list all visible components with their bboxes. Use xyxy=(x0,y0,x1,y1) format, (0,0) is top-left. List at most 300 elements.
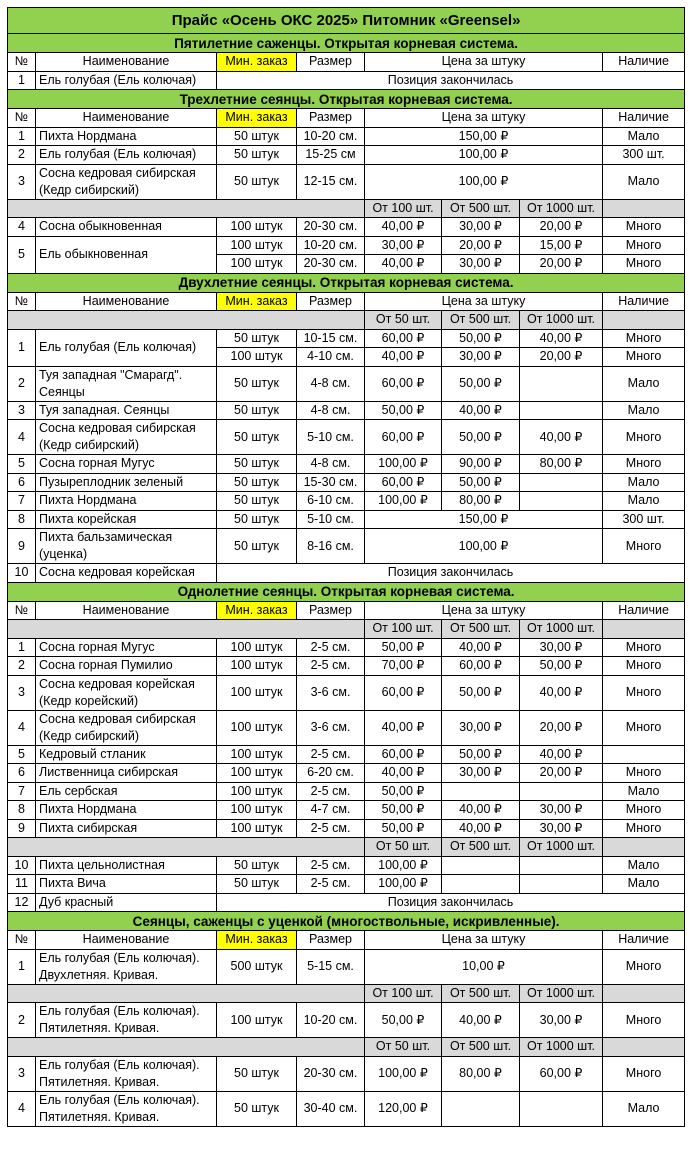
stock-status: Много xyxy=(603,1056,685,1091)
price: 30,00 ₽ xyxy=(520,1003,603,1038)
tier-label: От 100 шт. xyxy=(365,199,442,218)
col-header-stock: Наличие xyxy=(603,931,685,950)
price: 30,00 ₽ xyxy=(442,348,520,367)
section-title: Двухлетние сеянцы. Открытая корневая система. xyxy=(8,273,685,292)
product-name: Пузыреплодник зеленый xyxy=(36,473,217,492)
row-num: 4 xyxy=(8,1091,36,1126)
stock-status: Мало xyxy=(603,1091,685,1126)
table-row xyxy=(8,236,685,255)
section-header xyxy=(8,34,685,53)
price: 80,00 ₽ xyxy=(442,492,520,511)
price xyxy=(520,856,603,875)
price: 100,00 ₽ xyxy=(365,492,442,511)
price xyxy=(520,401,603,420)
price: 40,00 ₽ xyxy=(520,675,603,710)
column-headers xyxy=(8,53,685,72)
col-header-min-order: Мин. заказ xyxy=(217,109,297,128)
price: 40,00 ₽ xyxy=(520,329,603,348)
price xyxy=(520,473,603,492)
row-num: 2 xyxy=(8,657,36,676)
price xyxy=(442,875,520,894)
stock-status: Много xyxy=(603,819,685,838)
tier-label: От 1000 шт. xyxy=(520,620,603,639)
col-header-name: Наименование xyxy=(36,109,217,128)
table-row xyxy=(8,819,685,838)
product-name: Ель голубая (Ель колючая). Пятилетняя. Кривая. xyxy=(36,1003,217,1038)
size: 2-5 см. xyxy=(297,819,365,838)
min-order: 100 штук xyxy=(217,657,297,676)
price: 150,00 ₽ xyxy=(365,510,603,529)
min-order: 50 штук xyxy=(217,164,297,199)
price: 40,00 ₽ xyxy=(442,819,520,838)
tier-label: От 500 шт. xyxy=(442,838,520,857)
product-name: Ель голубая (Ель колючая). Пятилетняя. Кривая. xyxy=(36,1056,217,1091)
product-name: Сосна горная Мугус xyxy=(36,638,217,657)
stock-status: 300 шт. xyxy=(603,146,685,165)
price: 50,00 ₽ xyxy=(442,420,520,455)
size: 5-10 см. xyxy=(297,510,365,529)
price: 60,00 ₽ xyxy=(442,657,520,676)
stock-status: Много xyxy=(603,710,685,745)
col-header-stock: Наличие xyxy=(603,109,685,128)
price: 50,00 ₽ xyxy=(520,657,603,676)
table-row xyxy=(8,801,685,820)
price: 100,00 ₽ xyxy=(365,1056,442,1091)
price: 30,00 ₽ xyxy=(520,638,603,657)
price: 50,00 ₽ xyxy=(365,782,442,801)
tier-label: От 100 шт. xyxy=(365,984,442,1003)
product-name: Ель голубая (Ель колючая) xyxy=(36,329,217,366)
stock-status: Мало xyxy=(603,856,685,875)
blank-cell xyxy=(8,838,365,857)
section-header xyxy=(8,582,685,601)
col-header-num: № xyxy=(8,109,36,128)
tier-label: От 100 шт. xyxy=(365,620,442,639)
blank-cell xyxy=(8,984,365,1003)
price: 50,00 ₽ xyxy=(365,819,442,838)
stock-status: Мало xyxy=(603,164,685,199)
blank-cell xyxy=(8,620,365,639)
blank-cell xyxy=(603,838,685,857)
size: 2-5 см. xyxy=(297,745,365,764)
col-header-name: Наименование xyxy=(36,292,217,311)
blank-cell xyxy=(603,199,685,218)
product-name: Лиственница сибирская xyxy=(36,764,217,783)
min-order: 50 штук xyxy=(217,492,297,511)
size: 4-8 см. xyxy=(297,366,365,401)
product-name: Сосна кедровая сибирская (Кедр сибирский) xyxy=(36,164,217,199)
size: 10-15 см. xyxy=(297,329,365,348)
table-row xyxy=(8,875,685,894)
stock-status: 300 шт. xyxy=(603,510,685,529)
price: 50,00 ₽ xyxy=(365,638,442,657)
row-num: 11 xyxy=(8,875,36,894)
stock-status: Мало xyxy=(603,875,685,894)
price xyxy=(442,1091,520,1126)
table-row xyxy=(8,420,685,455)
row-num: 12 xyxy=(8,893,36,912)
price: 90,00 ₽ xyxy=(442,455,520,474)
size: 2-5 см. xyxy=(297,782,365,801)
size: 10-20 см. xyxy=(297,236,365,255)
price: 100,00 ₽ xyxy=(365,875,442,894)
size: 4-8 см. xyxy=(297,401,365,420)
size: 3-6 см. xyxy=(297,675,365,710)
stock-status: Мало xyxy=(603,401,685,420)
min-order: 100 штук xyxy=(217,638,297,657)
stock-status xyxy=(603,745,685,764)
stock-status: Много xyxy=(603,801,685,820)
table-row xyxy=(8,1003,685,1038)
product-name: Ель сербская xyxy=(36,782,217,801)
row-num: 5 xyxy=(8,745,36,764)
price xyxy=(520,1091,603,1126)
row-num: 3 xyxy=(8,401,36,420)
price: 50,00 ₽ xyxy=(442,745,520,764)
size: 30-40 см. xyxy=(297,1091,365,1126)
product-name: Кедровый стланик xyxy=(36,745,217,764)
tier-label: От 50 шт. xyxy=(365,1038,442,1057)
col-header-size: Размер xyxy=(297,292,365,311)
table-row xyxy=(8,893,685,912)
product-name: Ель обыкновенная xyxy=(36,236,217,273)
tier-label: От 50 шт. xyxy=(365,311,442,330)
price: 30,00 ₽ xyxy=(365,236,442,255)
price-list-table xyxy=(7,7,685,1127)
product-name: Ель голубая (Ель колючая). Двухлетняя. Кривая. xyxy=(36,949,217,984)
size: 20-30 см. xyxy=(297,218,365,237)
price: 20,00 ₽ xyxy=(520,218,603,237)
stock-status: Мало xyxy=(603,473,685,492)
price: 40,00 ₽ xyxy=(365,218,442,237)
price: 100,00 ₽ xyxy=(365,529,603,564)
price-tier-row xyxy=(8,311,685,330)
section-header xyxy=(8,912,685,931)
col-header-size: Размер xyxy=(297,931,365,950)
min-order: 100 штук xyxy=(217,819,297,838)
price: 50,00 ₽ xyxy=(442,329,520,348)
price: 40,00 ₽ xyxy=(442,1003,520,1038)
price: 40,00 ₽ xyxy=(365,348,442,367)
product-name: Сосна обыкновенная xyxy=(36,218,217,237)
size: 20-30 см. xyxy=(297,1056,365,1091)
price: 100,00 ₽ xyxy=(365,856,442,875)
row-num: 10 xyxy=(8,856,36,875)
row-num: 2 xyxy=(8,1003,36,1038)
product-name: Туя западная "Смарагд". Сеянцы xyxy=(36,366,217,401)
price-tier-row xyxy=(8,838,685,857)
section-header xyxy=(8,273,685,292)
section-title: Пятилетние саженцы. Открытая корневая система. xyxy=(8,34,685,53)
price: 30,00 ₽ xyxy=(442,764,520,783)
size: 3-6 см. xyxy=(297,710,365,745)
column-headers xyxy=(8,931,685,950)
size: 2-5 см. xyxy=(297,875,365,894)
product-name: Дуб красный xyxy=(36,893,217,912)
table-row xyxy=(8,856,685,875)
product-name: Сосна горная Пумилио xyxy=(36,657,217,676)
row-num: 7 xyxy=(8,492,36,511)
product-name: Сосна кедровая сибирская (Кедр сибирский) xyxy=(36,420,217,455)
price-tier-row xyxy=(8,199,685,218)
min-order: 100 штук xyxy=(217,348,297,367)
size: 4-7 см. xyxy=(297,801,365,820)
product-name: Ель голубая (Ель колючая). Пятилетняя. Кривая. xyxy=(36,1091,217,1126)
price: 60,00 ₽ xyxy=(365,420,442,455)
product-name: Пихта Нордмана xyxy=(36,492,217,511)
price: 20,00 ₽ xyxy=(520,710,603,745)
size: 2-5 см. xyxy=(297,638,365,657)
stock-status: Мало xyxy=(603,127,685,146)
size: 10-20 см. xyxy=(297,127,365,146)
col-header-name: Наименование xyxy=(36,53,217,72)
row-num: 5 xyxy=(8,236,36,273)
table-row xyxy=(8,949,685,984)
price: 20,00 ₽ xyxy=(520,764,603,783)
blank-cell xyxy=(603,1038,685,1057)
min-order: 100 штук xyxy=(217,764,297,783)
table-row xyxy=(8,218,685,237)
tier-label: От 1000 шт. xyxy=(520,1038,603,1057)
price: 100,00 ₽ xyxy=(365,455,442,474)
status-note: Позиция закончилась xyxy=(217,564,685,583)
column-headers xyxy=(8,292,685,311)
table-row xyxy=(8,127,685,146)
min-order: 50 штук xyxy=(217,420,297,455)
price: 15,00 ₽ xyxy=(520,236,603,255)
status-note: Позиция закончилась xyxy=(217,71,685,90)
price: 30,00 ₽ xyxy=(442,218,520,237)
price: 30,00 ₽ xyxy=(442,255,520,274)
stock-status: Много xyxy=(603,529,685,564)
price: 50,00 ₽ xyxy=(442,473,520,492)
min-order: 100 штук xyxy=(217,710,297,745)
table-row xyxy=(8,745,685,764)
stock-status: Мало xyxy=(603,366,685,401)
min-order: 50 штук xyxy=(217,455,297,474)
price: 60,00 ₽ xyxy=(365,329,442,348)
row-num: 9 xyxy=(8,819,36,838)
row-num: 1 xyxy=(8,127,36,146)
price: 120,00 ₽ xyxy=(365,1091,442,1126)
price: 60,00 ₽ xyxy=(365,675,442,710)
product-name: Сосна кедровая сибирская (Кедр сибирский) xyxy=(36,710,217,745)
stock-status: Много xyxy=(603,657,685,676)
table-row xyxy=(8,401,685,420)
col-header-price: Цена за штуку xyxy=(365,53,603,72)
blank-cell xyxy=(603,984,685,1003)
price: 30,00 ₽ xyxy=(520,801,603,820)
status-note: Позиция закончилась xyxy=(217,893,685,912)
min-order: 50 штук xyxy=(217,146,297,165)
size: 4-8 см. xyxy=(297,455,365,474)
page-title: Прайс «Осень ОКС 2025» Питомник «Greensel» xyxy=(8,8,685,34)
stock-status: Много xyxy=(603,255,685,274)
col-header-min-order: Мин. заказ xyxy=(217,292,297,311)
column-headers xyxy=(8,601,685,620)
tier-label: От 500 шт. xyxy=(442,199,520,218)
stock-status: Много xyxy=(603,236,685,255)
table-row xyxy=(8,710,685,745)
table-row xyxy=(8,71,685,90)
price: 100,00 ₽ xyxy=(365,164,603,199)
blank-cell xyxy=(603,311,685,330)
row-num: 4 xyxy=(8,710,36,745)
min-order: 50 штук xyxy=(217,366,297,401)
price: 40,00 ₽ xyxy=(365,764,442,783)
col-header-min-order: Мин. заказ xyxy=(217,601,297,620)
size: 15-25 см xyxy=(297,146,365,165)
price: 20,00 ₽ xyxy=(520,348,603,367)
min-order: 50 штук xyxy=(217,1091,297,1126)
stock-status: Мало xyxy=(603,782,685,801)
min-order: 50 штук xyxy=(217,529,297,564)
product-name: Пихта сибирская xyxy=(36,819,217,838)
price: 50,00 ₽ xyxy=(365,801,442,820)
price: 60,00 ₽ xyxy=(365,745,442,764)
table-row xyxy=(8,564,685,583)
section-title: Трехлетние сеянцы. Открытая корневая система. xyxy=(8,90,685,109)
col-header-stock: Наличие xyxy=(603,292,685,311)
col-header-price: Цена за штуку xyxy=(365,601,603,620)
size: 6-10 см. xyxy=(297,492,365,511)
price: 50,00 ₽ xyxy=(365,401,442,420)
price: 50,00 ₽ xyxy=(442,366,520,401)
blank-cell xyxy=(603,620,685,639)
price: 60,00 ₽ xyxy=(365,366,442,401)
price: 50,00 ₽ xyxy=(442,675,520,710)
min-order: 100 штук xyxy=(217,782,297,801)
min-order: 50 штук xyxy=(217,127,297,146)
stock-status: Много xyxy=(603,675,685,710)
size: 5-10 см. xyxy=(297,420,365,455)
col-header-name: Наименование xyxy=(36,601,217,620)
row-num: 5 xyxy=(8,455,36,474)
price xyxy=(520,366,603,401)
price: 40,00 ₽ xyxy=(520,745,603,764)
row-num: 6 xyxy=(8,764,36,783)
product-name: Пихта Нордмана xyxy=(36,801,217,820)
size: 6-20 см. xyxy=(297,764,365,783)
stock-status: Много xyxy=(603,218,685,237)
size: 2-5 см. xyxy=(297,657,365,676)
min-order: 100 штук xyxy=(217,675,297,710)
product-name: Сосна кедровая корейская (Кедр корейский) xyxy=(36,675,217,710)
stock-status: Много xyxy=(603,949,685,984)
size: 20-30 см. xyxy=(297,255,365,274)
size: 2-5 см. xyxy=(297,856,365,875)
table-row xyxy=(8,455,685,474)
price xyxy=(520,492,603,511)
table-row xyxy=(8,146,685,165)
product-name: Ель голубая (Ель колючая) xyxy=(36,71,217,90)
price: 10,00 ₽ xyxy=(365,949,603,984)
col-header-price: Цена за штуку xyxy=(365,931,603,950)
section-header xyxy=(8,90,685,109)
stock-status: Мало xyxy=(603,492,685,511)
min-order: 50 штук xyxy=(217,401,297,420)
table-row xyxy=(8,510,685,529)
stock-status: Много xyxy=(603,329,685,348)
stock-status: Много xyxy=(603,420,685,455)
size: 12-15 см. xyxy=(297,164,365,199)
product-name: Пихта корейская xyxy=(36,510,217,529)
size: 4-10 см. xyxy=(297,348,365,367)
row-num: 8 xyxy=(8,510,36,529)
table-row xyxy=(8,1056,685,1091)
price-tier-row xyxy=(8,1038,685,1057)
min-order: 50 штук xyxy=(217,856,297,875)
price: 50,00 ₽ xyxy=(365,1003,442,1038)
col-header-num: № xyxy=(8,53,36,72)
min-order: 100 штук xyxy=(217,1003,297,1038)
table-row xyxy=(8,473,685,492)
price xyxy=(520,875,603,894)
blank-cell xyxy=(8,199,365,218)
product-name: Сосна горная Мугус xyxy=(36,455,217,474)
product-name: Туя западная. Сеянцы xyxy=(36,401,217,420)
row-num: 1 xyxy=(8,638,36,657)
table-row xyxy=(8,366,685,401)
col-header-stock: Наличие xyxy=(603,53,685,72)
min-order: 50 штук xyxy=(217,1056,297,1091)
product-name: Пихта Вича xyxy=(36,875,217,894)
price: 40,00 ₽ xyxy=(442,401,520,420)
row-num: 3 xyxy=(8,1056,36,1091)
stock-status: Много xyxy=(603,348,685,367)
col-header-min-order: Мин. заказ xyxy=(217,931,297,950)
row-num: 2 xyxy=(8,366,36,401)
size: 8-16 см. xyxy=(297,529,365,564)
stock-status: Много xyxy=(603,764,685,783)
col-header-price: Цена за штуку xyxy=(365,109,603,128)
price: 40,00 ₽ xyxy=(365,255,442,274)
row-num: 10 xyxy=(8,564,36,583)
col-header-num: № xyxy=(8,931,36,950)
row-num: 3 xyxy=(8,675,36,710)
tier-label: От 500 шт. xyxy=(442,620,520,639)
row-num: 1 xyxy=(8,949,36,984)
size: 5-15 см. xyxy=(297,949,365,984)
price: 20,00 ₽ xyxy=(442,236,520,255)
product-name: Пихта Нордмана xyxy=(36,127,217,146)
row-num: 8 xyxy=(8,801,36,820)
row-num: 1 xyxy=(8,329,36,366)
price: 30,00 ₽ xyxy=(442,710,520,745)
stock-status: Много xyxy=(603,638,685,657)
tier-label: От 500 шт. xyxy=(442,311,520,330)
price: 40,00 ₽ xyxy=(442,801,520,820)
product-name: Пихта бальзамическая (уценка) xyxy=(36,529,217,564)
table-row xyxy=(8,529,685,564)
price xyxy=(442,782,520,801)
row-num: 4 xyxy=(8,218,36,237)
tier-label: От 1000 шт. xyxy=(520,984,603,1003)
col-header-size: Размер xyxy=(297,109,365,128)
min-order: 100 штук xyxy=(217,236,297,255)
col-header-min-order: Мин. заказ xyxy=(217,53,297,72)
table-row xyxy=(8,329,685,348)
price-tier-row xyxy=(8,984,685,1003)
product-name: Сосна кедровая корейская xyxy=(36,564,217,583)
table-row xyxy=(8,638,685,657)
blank-cell xyxy=(8,1038,365,1057)
table-row xyxy=(8,782,685,801)
section-title: Сеянцы, саженцы с уценкой (многоствольные, искривленные). xyxy=(8,912,685,931)
tier-label: От 500 шт. xyxy=(442,984,520,1003)
section-title: Однолетние сеянцы. Открытая корневая система. xyxy=(8,582,685,601)
size: 15-30 см. xyxy=(297,473,365,492)
